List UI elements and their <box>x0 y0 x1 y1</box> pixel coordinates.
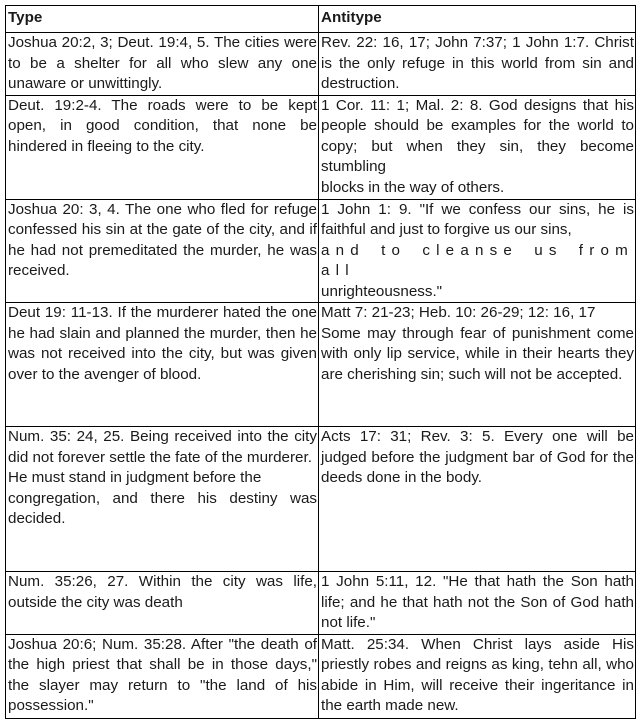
type-cell: Deut 19: 11-13. If the murderer hated the one he had slain and planned the murder, then he was not received into the city, but was given over to the avenger of blood. <box>6 303 319 427</box>
antitype-cell <box>319 199 636 303</box>
header-row <box>6 6 636 33</box>
antitype-cell: Matt. 25:34. When Christ lays aside His priestly robes and reigns as king, tehn all, who abide in Him, will receive their ingeritance in the earth made new. <box>319 634 636 718</box>
antitype-cell <box>319 303 636 427</box>
antitype-cell: Acts 17: 31; Rev. 3: 5. Every one will be judged before the judgment bar of God for the deeds done in the body. <box>319 427 636 572</box>
antitype-cell <box>319 95 636 199</box>
table-row <box>6 572 636 635</box>
antitype-cell: Rev. 22: 16, 17; John 7:37; 1 John 1:7. Christ is the only refuge in this world from sin and destruction. <box>319 33 636 96</box>
type-cell: Num. 35:26, 27. Within the city was life, outside the city was death <box>6 572 319 635</box>
type-text-b: He must stand in judgment before the <box>8 469 262 486</box>
header-antitype: Antitype <box>319 6 636 33</box>
type-cell: Joshua 20: 3, 4. The one who fled for refuge confessed his sin at the gate of the city, and if he had not premeditated the murder, he was received. <box>6 199 319 303</box>
type-text-c: congregation, and there his destiny was decided. <box>8 489 317 527</box>
antitype-text-a: 1 Cor. 11: 1; Mal. 2: 8. God designs that his people should be examples for the world to copy; but when they sin, they become stumbling <box>321 96 634 175</box>
type-cell: Joshua 20:6; Num. 35:28. After "the death of the high priest that shall be in those days," the slayer may return to "the land of his possession." <box>6 634 319 718</box>
type-antitype-table <box>5 5 636 719</box>
table-row <box>6 634 636 718</box>
type-cell <box>6 427 319 572</box>
antitype-text-a: 1 John 1: 9. "If we confess our sins, he is faithful and just to forgive us our sins, <box>321 200 634 238</box>
table-row <box>6 303 636 427</box>
antitype-text-a: Matt 7: 21-23; Heb. 10: 26-29; 12: 16, 17 <box>321 304 596 321</box>
header-type: Type <box>6 6 319 33</box>
type-cell: Deut. 19:2-4. The roads were to be kept open, in good condition, that none be hindered in fleeing to the city. <box>6 95 319 199</box>
type-cell: Joshua 20:2, 3; Deut. 19:4, 5. The cities were to be a shelter for all who slew any one unaware or unwittingly. <box>6 33 319 96</box>
table-row <box>6 427 636 572</box>
table-row <box>6 199 636 303</box>
antitype-text-b: Some may through fear of punishment come with only lip service, while in their hearts they are cherishing sin; such will not be accepted. <box>321 324 634 383</box>
antitype-text-b: and to cleanse us from all <box>321 241 634 279</box>
table-row <box>6 33 636 96</box>
antitype-cell: 1 John 5:11, 12. "He that hath the Son hath life; and he that hath not the Son of God hath not life." <box>319 572 636 635</box>
antitype-text-c: unrighteousness." <box>321 282 443 300</box>
table-row <box>6 95 636 199</box>
antitype-text-b: blocks in the way of others. <box>321 178 505 196</box>
type-text-a: Num. 35: 24, 25. Being received into the city did not forever settle the fate of the murderer. <box>8 428 317 466</box>
